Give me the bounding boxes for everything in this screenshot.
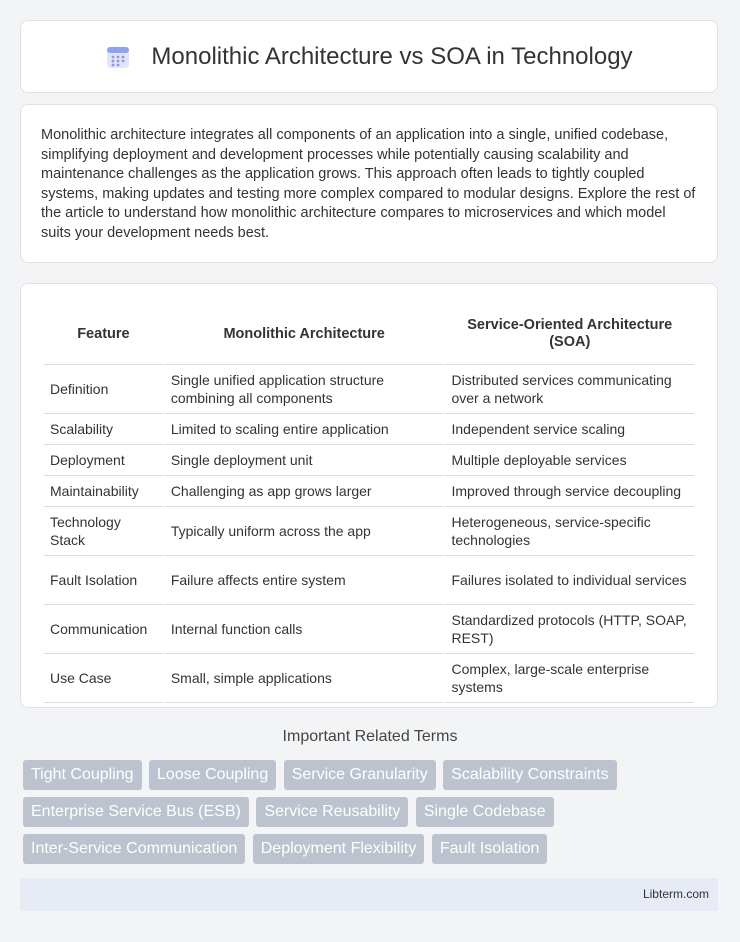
table-row: [44, 605, 694, 654]
table-cell: Single deployment unit: [165, 445, 444, 476]
footer-site-link[interactable]: Libterm.com: [642, 887, 709, 901]
column-header-feature: Feature: [44, 304, 163, 365]
intro-card: [20, 104, 718, 263]
table-row: [44, 365, 694, 414]
term-tag[interactable]: Deployment Flexibility: [253, 834, 425, 864]
table-cell: Multiple deployable services: [445, 445, 694, 476]
term-tag[interactable]: Service Reusability: [256, 797, 408, 827]
term-tag[interactable]: Loose Coupling: [149, 760, 276, 790]
table-cell: Limited to scaling entire application: [165, 414, 444, 445]
table-cell: Maintainability: [44, 476, 163, 507]
table-cell: Technology Stack: [44, 507, 163, 556]
table-cell: Typically uniform across the app: [165, 507, 444, 556]
term-tag[interactable]: Service Granularity: [284, 760, 436, 790]
calendar-icon: [105, 44, 131, 70]
table-cell: Internal function calls: [165, 605, 444, 654]
table-cell: Standardized protocols (HTTP, SOAP, REST): [445, 605, 694, 654]
column-header-monolithic: Monolithic Architecture: [165, 304, 444, 365]
table-cell: Use Case: [44, 654, 163, 703]
term-tag[interactable]: Enterprise Service Bus (ESB): [23, 797, 249, 827]
table-cell: Single unified application structure combining all components: [165, 365, 444, 414]
table-cell: Definition: [44, 365, 163, 414]
table-cell: Improved through service decoupling: [445, 476, 694, 507]
intro-text: Monolithic architecture integrates all components of an application into a single, unified codebase, simplifying deployment and development processes while potentially causing scalability and maintenance challenges as the application grows. This approach often leads to tightly coupled systems, making updates and testing more complex compared to modular designs. Explore the rest of the article to understand how monolithic architecture compares to microservices and which model suits your development needs best.: [41, 127, 696, 241]
table-cell: Small, simple applications: [165, 654, 444, 703]
term-tag[interactable]: Inter-Service Communication: [23, 834, 245, 864]
table-row: [44, 556, 694, 605]
term-tag[interactable]: Fault Isolation: [432, 834, 548, 864]
table-row: [44, 445, 694, 476]
term-tag[interactable]: Tight Coupling: [23, 760, 142, 790]
header-card: [20, 20, 718, 93]
table-cell: Communication: [44, 605, 163, 654]
term-tag[interactable]: Single Codebase: [416, 797, 554, 827]
table-cell: Heterogeneous, service-specific technologies: [445, 507, 694, 556]
table-row: [44, 654, 694, 703]
table-cell: Fault Isolation: [44, 556, 163, 605]
footer: [20, 878, 718, 911]
table-cell: Failure affects entire system: [165, 556, 444, 605]
table-cell: Challenging as app grows larger: [165, 476, 444, 507]
table-cell: Failures isolated to individual services: [445, 556, 694, 605]
term-tag[interactable]: Scalability Constraints: [443, 760, 616, 790]
page-title: Monolithic Architecture vs SOA in Technology: [151, 42, 633, 70]
comparison-table: [42, 304, 696, 703]
related-terms-tags: [23, 760, 723, 871]
table-row: [44, 507, 694, 556]
column-header-soa: Service-Oriented Architecture (SOA): [445, 304, 694, 365]
table-cell: Scalability: [44, 414, 163, 445]
table-row: [44, 414, 694, 445]
comparison-table-card: [20, 283, 718, 708]
table-row: [44, 476, 694, 507]
table-cell: Distributed services communicating over a network: [445, 365, 694, 414]
table-cell: Independent service scaling: [445, 414, 694, 445]
table-cell: Deployment: [44, 445, 163, 476]
table-cell: Complex, large-scale enterprise systems: [445, 654, 694, 703]
related-terms-title: Important Related Terms: [282, 728, 458, 745]
